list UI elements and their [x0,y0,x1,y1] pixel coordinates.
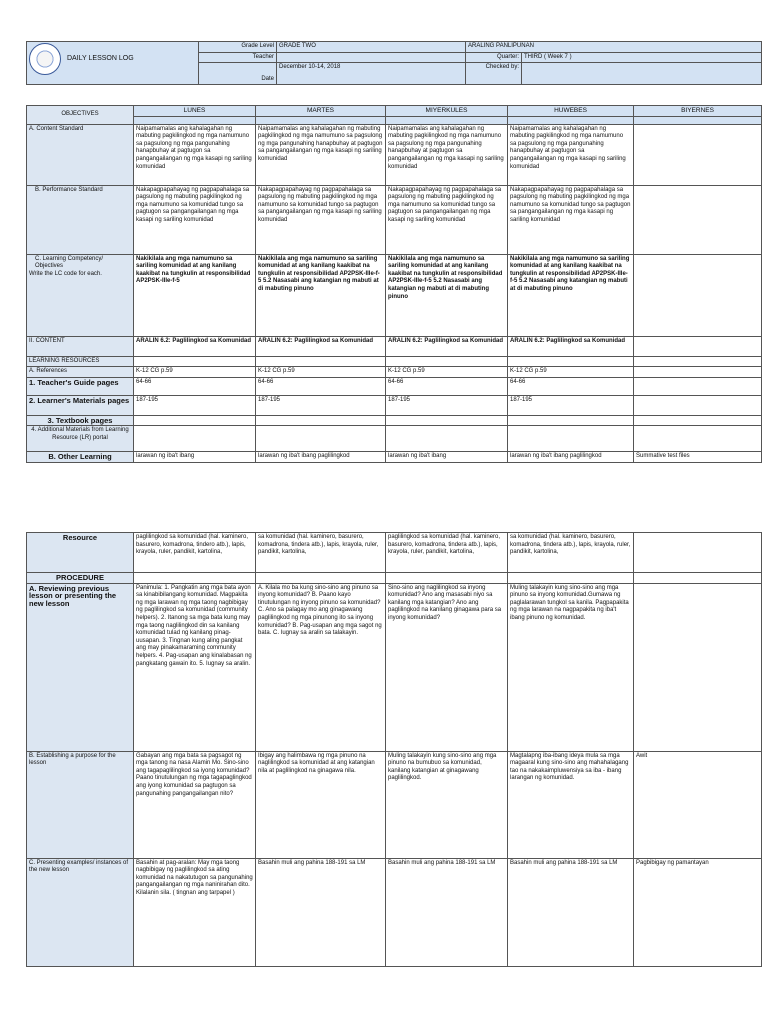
cell [386,573,508,584]
date-label: Date [199,63,277,85]
cell: Basahin muli ang pahina 188-191 sa LM [386,858,508,966]
day-wednesday: MIYERKULES [386,106,508,117]
cell [634,356,762,367]
cell [634,377,762,395]
cell: K-12 CG p.59 [508,367,634,378]
cell: Nakikilala ang mga namumuno sa sariling komunidad at ang kanilang kaakibat na tungkulin at responsibilidad AP2PSK-IIIe-f-5 [134,254,256,336]
cell: Basahin at pag-aralan: May mga taong nagbibigay ng paglilingkod sa ating komunidad na nakatutugon sa pangunahing pangangailangan ng mga naninirahan dito. Kilalanin sila. ( tingnan ang tarpapel ) [134,858,256,966]
cell: Naipamamalas ang kahalagahan ng mabuting pagkilingkod ng mga namumuno sa pagsulong ng mga pangunahing hanapbuhay at pagtugon sa pangangailangan ng mga kasapi ng sariling komunidad [386,124,508,185]
row-learning-resources [27,356,762,367]
cell: 187-195 [508,395,634,415]
day-thursday: HUWEBES [508,106,634,117]
header-logo-cell [27,42,199,85]
cell: K-12 CG p.59 [386,367,508,378]
cell: Muling talakayin kung sino-sino ang mga pinuno sa inyong komunidad.Gumawa ng paglalarawan tungkol sa kanila. Pagpapakita ng mga larawan na nagpapakita ng iba't ibang pinuno ng komunidad. [508,583,634,751]
cell: ARALIN 6.2: Paglilingkod sa Komunidad [386,336,508,356]
cell: 64-66 [386,377,508,395]
cell: Panimula: 1. Pangkatin ang mga bata ayon sa kinabibilangang komunidad. Magpakita ng mga larawan ng mga taong nagbibigay ng paglilingkod sa komunidad (community helpers). 2. Itanong sa mga bata kung may mga taong naglilingkod din sa kanilang komunidad tulad ng kanilang pinag-uusapan. 3. Tingnan kung aling pangkat ang may pinakamaraming community helpers. 4. Pag-usapan ang kinalabasan ng pangkatang gawain ito. 5. Iugnay sa aralin. [134,583,256,751]
subject-value: ARALING PANLIPUNAN [466,42,762,53]
row-establishing-purpose [27,751,762,858]
cell: larawan ng iba't ibang paglilingkod [508,452,634,463]
row-label: II. CONTENT [27,336,134,356]
row-presenting-examples [27,858,762,966]
cell [508,356,634,367]
cell [634,185,762,254]
cell [634,336,762,356]
deped-seal-icon [29,43,61,75]
cell: Nakapagpapahayag ng pagpapahalaga sa pagsulong ng mabuting pagkilingkod ng mga namumuno sa komunidad tungo sa pagtugon sa pangangailangan ng mga kasapi ng sariling komunidad [134,185,256,254]
header-table [26,41,762,85]
cell [134,573,256,584]
cell: Summative test files [634,452,762,463]
cell [634,415,762,426]
day-sub-1 [134,116,256,124]
day-sub-3 [386,116,508,124]
cell: larawan ng iba't ibang [386,452,508,463]
cell: Nakikilala ang mga namumuno sa sariling komunidad at ang kanilang kaakibat na tungkulin at responsibilidad AP2PSK-IIIe-f-5 5.2 Nasasabi ang katangian ng mabuti at di mabuting pinuno [386,254,508,336]
cell [634,583,762,751]
checked-by-label: Checked by: [466,63,522,85]
row-content [27,336,762,356]
cell: Ibigay ang halimbawa ng mga pinuno na naglilingkod sa komunidad at ang katangian nila at paglilingkod na ginagawa nila. [256,751,386,858]
day-sub-2 [256,116,386,124]
cell: 187-195 [386,395,508,415]
row-label: B. Establishing a purpose for the lesson [27,751,134,858]
cell: Pagbibigay ng pamantayan [634,858,762,966]
cell: 64-66 [134,377,256,395]
cell: A. Kilala mo ba kung sino-sino ang pinuno sa inyong komunidad? B. Paano kayo tinutulungan ng inyong pinuno sa komunidad? C. Ano sa palagay mo ang ginagawang paglilingkod ng mga pinunong ito sa inyong komunidad? B. Pag-usapan ang mga sagot ng bata. C. Iugnay sa aralin sa talakayin. [256,583,386,751]
cell: Basahin muli ang pahina 188-191 sa LM [508,858,634,966]
cell [134,356,256,367]
row-label: A. Content Standard [27,124,134,185]
row-learning-competency [27,254,762,336]
row-sublabel: Write the LC code for each. [29,270,102,277]
cell: Naipamamalas ang kahalagahan ng mabuting pagkilingkod ng mga namumuno sa pagsulong ng mga pangunahing hanapbuhay at pagtugon sa pangangailangan ng mga kasapi ng sariling komunidad [134,124,256,185]
cell: Nakikilala ang mga namumuno sa sariling komunidad at ang kanilang kaakibat na tungkulin at responsibilidad AP2PSK-IIIe-f-5 5.2 Nasasabi ang katangian ng mabuti at di mabuting pinuno [508,254,634,336]
cell: Nakapagpapahayag ng pagpapahalaga sa pagsulong ng mabuting pagkilingkod ng mga namumuno sa komunidad tungo sa pagtugon sa pangangailangan ng mga kasapi ng sariling komunidad [386,185,508,254]
grade-level-value: GRADE TWO [277,42,466,53]
cell [134,426,256,452]
lesson-table-part2 [26,532,762,967]
cell: ARALIN 6.2: Paglilingkod sa Komunidad [508,336,634,356]
quarter-value: THIRD ( Week 7 ) [522,52,762,63]
cell [508,426,634,452]
row-label: C. Learning Competency/ Objectives [35,255,104,270]
objectives-header: OBJECTIVES [27,106,134,125]
cell: Nakikilala ang mga namumuno sa sariling komunidad at ang kanilang kaakibat na tungkulin at responsibilidad AP2PSK-IIIe-f-5 5.2 Nasasabi ang katangian ng mabuti at di mabuting pinuno [256,254,386,336]
lesson-table-part1 [26,105,762,463]
row-label: 1. Teacher's Guide pages [27,377,134,395]
cell [256,356,386,367]
cell: K-12 CG p.59 [134,367,256,378]
row-label-cell [27,254,134,336]
cell: larawan ng iba't ibang paglilingkod [256,452,386,463]
row-label: LEARNING RESOURCES [27,356,134,367]
cell: ARALIN 6.2: Paglilingkod sa Komunidad [256,336,386,356]
cell [134,415,256,426]
cell [508,573,634,584]
row-performance-standard [27,185,762,254]
cell: Nakapagpapahayag ng pagpapahalaga sa pagsulong ng mabuting pagkilingkod ng mga namumuno sa komunidad tungo sa pagtugon sa pangangailangan ng mga kasapi ng sariling komunidad [256,185,386,254]
row-label: A. References [27,367,134,378]
cell [256,573,386,584]
cell: ARALIN 6.2: Paglilingkod sa Komunidad [134,336,256,356]
cell: Naipamamalas ang kahalagahan ng mabuting pagkilingkod ng mga namumuno sa pagsulong ng mga pangunahing hanapbuhay at pagtugon sa pangangailangan ng mga kasapi ng sariling komunidad [256,124,386,185]
cell [634,426,762,452]
cell [508,415,634,426]
cell: 64-66 [256,377,386,395]
row-label: PROCEDURE [27,573,134,584]
cell [386,356,508,367]
day-tuesday: MARTES [256,106,386,117]
row-label: 4. Additional Materials from Learning Resource (LR) portal [27,426,134,452]
quarter-label: Quarter: [466,52,522,63]
cell [386,426,508,452]
checked-by-value [522,63,762,85]
teacher-label: Teacher [199,52,277,63]
cell [634,573,762,584]
teacher-value [277,52,466,63]
cell: 187-195 [256,395,386,415]
cell: larawan ng iba't ibang [134,452,256,463]
cell: 64-66 [508,377,634,395]
day-friday: BIYERNES [634,106,762,117]
row-label: Resource [27,533,134,573]
row-additional-materials [27,426,762,452]
day-sub-5 [634,116,762,124]
row-label: B. Other Learning [27,452,134,463]
cell [634,124,762,185]
row-textbook [27,415,762,426]
grade-level-label: Grade Level [199,42,277,53]
row-references [27,367,762,378]
day-sub-4 [508,116,634,124]
cell: Sino-sino ang naglilingkod sa inyong komunidad? Ano ang masasabi niyo sa kanilang mga katangian? Ano ang paglilingkod na kanilang ginagawa para sa inyong komunidad? [386,583,508,751]
cell: Nakapagpapahayag ng pagpapahalaga sa pagsulong ng mabuting pagkilingkod ng mga namumuno sa komunidad tungo sa pagtugon sa pangangailangan ng mga kasapi ng sariling komunidad [508,185,634,254]
cell: Naipamamalas ang kahalagahan ng mabuting pagkilingkod ng mga namumuno sa pagsulong ng mga pangunahing hanapbuhay at pagtugon sa pangangailangan ng mga kasapi ng sariling komunidad [508,124,634,185]
cell [256,426,386,452]
log-title: DAILY LESSON LOG [67,55,134,63]
cell: Awit [634,751,762,858]
cell: Basahin muli ang pahina 188-191 sa LM [256,858,386,966]
row-resource [27,533,762,573]
cell: Muling talakayin kung sino-sino ang mga pinuno na bumubuo sa komunidad, kanilang katangian at ginagawang paglilingkod. [386,751,508,858]
cell [634,254,762,336]
row-label: C. Presenting examples/ instances of the new lesson [27,858,134,966]
cell: 187-195 [134,395,256,415]
row-reviewing [27,583,762,751]
cell: paglilingkod sa komunidad (hal. kaminero, basurero, komadrona, tindera atb.), lapis, krayola, ruler, pandikit, kartolina, [386,533,508,573]
cell [634,395,762,415]
cell: sa komunidad (hal. kaminero, basurero, komadrona, tindera atb.), lapis, krayola, ruler, pandikit, kartolina, [508,533,634,573]
cell: Gabayan ang mga bata sa pagsagot ng mga tanong na nasa Alamin Mo. Sino-sino ang tagapaglilingkod sa iyong komunidad? Paano tinutulungan ng mga tagapaglingkod ang iyong komunidad sa pagtugon sa pangunahing pangangailangan nito? [134,751,256,858]
day-monday: LUNES [134,106,256,117]
row-label: A. Reviewing previous lesson or presenting the new lesson [27,583,134,751]
row-label: 2. Learner's Materials pages [27,395,134,415]
cell: K-12 CG p.59 [256,367,386,378]
row-label: 3. Textbook pages [27,415,134,426]
row-procedure [27,573,762,584]
cell: Magtalapng iba-ibang ideya mula sa mga magaaral kung sino-sino ang mahahalagang tao na nakakaimpluwensiya sa iba - ibang larangan ng komunidad. [508,751,634,858]
row-other-learning [27,452,762,463]
cell [634,367,762,378]
row-learners-materials [27,395,762,415]
date-value: December 10-14, 2018 [277,63,466,85]
cell [634,533,762,573]
row-label: B. Performance Standard [27,185,134,254]
cell: paglilingkod sa komunidad (hal. kaminero, basurero, komadrona, tindero atb.), lapis, krayola, ruler, pandikit, kartolina, [134,533,256,573]
row-teachers-guide [27,377,762,395]
cell [386,415,508,426]
cell: sa komunidad (hal. kaminero, basurero, komadrona, tindera atb.), lapis, krayola, ruler, pandikit, kartolina, [256,533,386,573]
cell [256,415,386,426]
row-content-standard [27,124,762,185]
